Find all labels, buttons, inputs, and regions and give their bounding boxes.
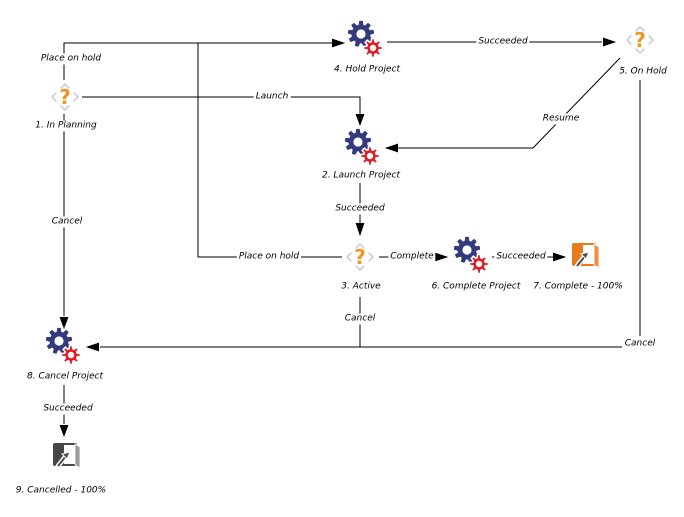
gear-large-hole [462,245,471,254]
node-complete-project[interactable] [452,235,492,277]
chevron-right-icon [649,36,653,44]
chevron-left-icon [627,36,631,44]
question-mark-icon: ? [634,28,646,52]
edge-launch [82,97,360,114]
edge-label-cancel-left: Cancel [51,216,83,227]
node-hold-project[interactable] [346,19,386,61]
arrowhead-into-cancelled-end [60,425,69,437]
node-on-hold[interactable] [622,23,658,57]
question-state-icon [342,240,378,274]
gear-large-hole [353,137,362,146]
node-label-complete-end: 7. Complete - 100% [533,281,623,292]
node-cancelled-end[interactable] [50,440,82,472]
chevron-right-icon [74,93,78,101]
chevron-left-icon [52,93,56,101]
edge-label-cancel-right: Cancel [624,338,656,349]
node-complete-end[interactable] [569,240,601,272]
gear-small-hole [68,352,74,358]
arrowhead-into-launch-top [356,114,365,126]
door-leaf [75,444,80,468]
arrowhead-into-launch-right [385,144,398,153]
edge-label-launch: Launch [255,91,289,102]
edge-label-place-on-hold-1: Place on hold [40,53,102,64]
question-mark-icon: ? [59,85,71,109]
edge-label-place-on-hold-2: Place on hold [238,251,300,262]
edge-label-succeeded-mid: Succeeded [335,203,385,214]
arrowhead-into-hold-project [332,39,345,48]
node-cancel-project[interactable] [44,326,84,368]
node-label-hold-project: 4. Hold Project [334,64,400,75]
arrowhead-into-on-hold [603,38,616,47]
node-label-launch-project: 2. Launch Project [321,170,401,181]
chevron-right-icon [369,253,373,261]
arrowhead-into-complete-project [435,253,448,262]
door-leaf [594,244,599,268]
gear-small-hole [476,261,482,267]
edge-label-succeeded-bottom: Succeeded [43,403,93,414]
node-active[interactable] [342,240,378,274]
node-launch-project[interactable] [343,127,383,169]
edge-place-on-hold-from-active [198,43,342,257]
edge-label-resume: Resume [542,113,580,124]
question-mark-icon: ? [354,245,366,269]
edge-label-succeeded-right: Succeeded [496,251,546,262]
gear-large-hole [356,29,365,38]
process-gears-icon [343,127,383,169]
chevron-left-icon [347,253,351,261]
arrowhead-into-active [356,223,365,236]
edge-label-succeeded-top: Succeeded [478,36,528,47]
gear-small-hole [370,45,376,51]
gear-small-hole [367,153,373,159]
node-label-in-planning: 1. In Planning [35,120,97,131]
node-label-on-hold: 5. On Hold [619,66,667,77]
node-label-cancelled-end: 9. Cancelled - 100% [15,485,107,496]
edge-label-complete: Complete [390,251,434,262]
gear-large-hole [54,336,63,345]
question-state-icon [47,80,83,114]
node-label-complete-project: 6. Complete Project [431,281,521,292]
exit-door-icon [50,440,82,472]
node-label-cancel-project: 8. Cancel Project [27,371,103,382]
node-label-active: 3. Active [341,281,381,292]
process-gears-icon [44,326,84,368]
process-gears-icon [346,19,386,61]
arrowhead-into-cancel-right [86,343,99,352]
edge-resume [398,58,620,148]
arrowhead-into-complete-end [553,253,566,262]
question-state-icon [622,23,658,57]
node-in-planning[interactable] [47,80,83,114]
exit-door-icon [569,240,601,272]
process-gears-icon [452,235,492,277]
edge-label-cancel-mid: Cancel [344,313,376,324]
